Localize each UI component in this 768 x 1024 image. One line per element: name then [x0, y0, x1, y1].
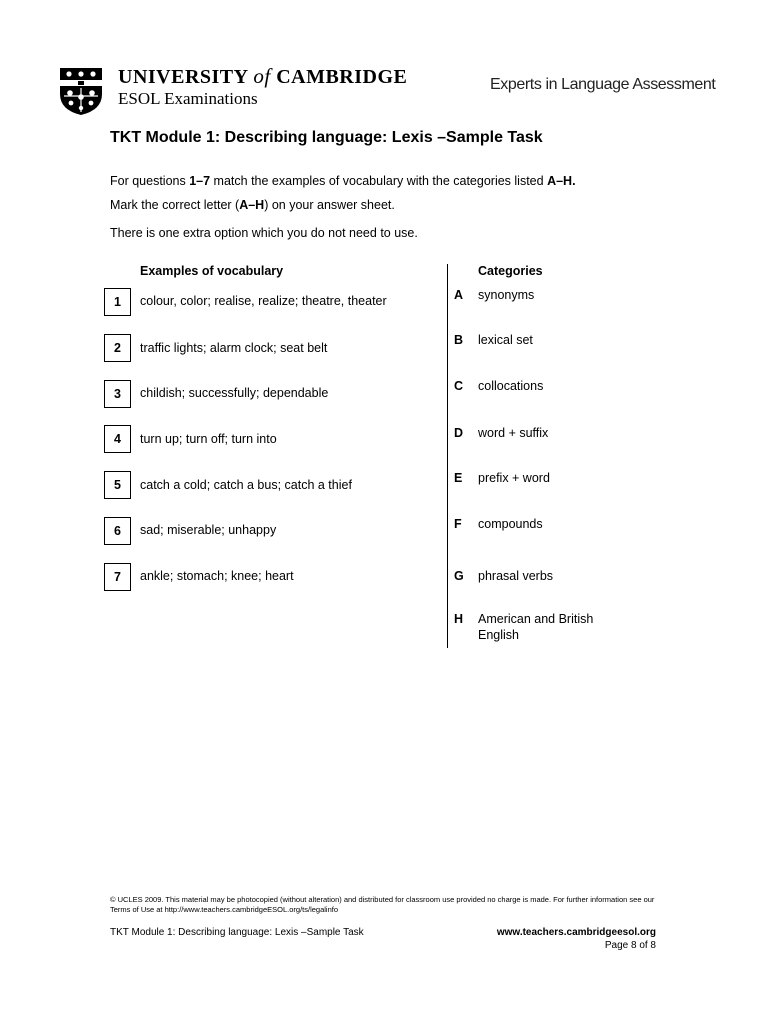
category-text: synonyms [478, 288, 535, 302]
question-number-box[interactable]: 4 [104, 425, 131, 453]
category-letter: F [454, 517, 462, 531]
instruction-line-2: Mark the correct letter (A–H) on your answer sheet. [110, 198, 395, 212]
category-text: collocations [478, 379, 544, 393]
category-letter: A [454, 288, 464, 302]
category-text: phrasal verbs [478, 569, 554, 583]
category-text: American and British English [478, 612, 594, 642]
question-number-box[interactable]: 1 [104, 288, 131, 316]
category-text: lexical set [478, 333, 533, 347]
categories-header: Categories [478, 264, 543, 278]
category-letter: C [454, 379, 464, 393]
question-number-box[interactable]: 2 [104, 334, 131, 362]
category-text: word + suffix [478, 426, 549, 440]
question-text: sad; miserable; unhappy [140, 523, 277, 537]
tagline: Experts in Language Assessment [490, 76, 716, 93]
page-number: Page 8 of 8 [604, 940, 656, 951]
column-divider [447, 264, 448, 648]
question-number-box[interactable]: 7 [104, 563, 131, 591]
category-letter: G [454, 569, 464, 583]
footer-doc-title: TKT Module 1: Describing language: Lexis –Sample Task [110, 927, 364, 938]
question-number-box[interactable]: 5 [104, 471, 131, 499]
university-shield-logo [58, 66, 104, 116]
category-text: compounds [478, 517, 543, 531]
question-text: ankle; stomach; knee; heart [140, 569, 294, 583]
category-letter: H [454, 612, 464, 626]
question-text: traffic lights; alarm clock; seat belt [140, 341, 328, 355]
university-name: UNIVERSITY of CAMBRIDGE [118, 64, 408, 88]
question-number-box[interactable]: 3 [104, 380, 131, 408]
question-number-box[interactable]: 6 [104, 517, 131, 545]
examples-header: Examples of vocabulary [140, 264, 284, 278]
question-text: turn up; turn off; turn into [140, 432, 277, 446]
category-letter: D [454, 426, 464, 440]
instruction-line-1: For questions 1–7 match the examples of vocabulary with the categories listed A–H. [110, 174, 576, 188]
page-title: TKT Module 1: Describing language: Lexis –Sample Task [110, 129, 543, 146]
question-text: childish; successfully; dependable [140, 386, 329, 400]
instruction-line-3: There is one extra option which you do not need to use. [110, 226, 418, 240]
question-text: catch a cold; catch a bus; catch a thief [140, 478, 352, 492]
question-text: colour, color; realise, realize; theatre, theater [140, 294, 387, 308]
category-letter: B [454, 333, 464, 347]
esol-examinations: ESOL Examinations [118, 89, 258, 108]
copyright-notice: © UCLES 2009. This material may be photocopied (without alteration) and distributed for classroom use provided no charge is made. For further information see our Terms of Use at http://www.teachers.cambridgeESOL.org/ts/legalinfo [110, 895, 655, 914]
footer-url[interactable]: www.teachers.cambridgeesol.org [496, 927, 656, 938]
category-text: prefix + word [478, 471, 550, 485]
category-letter: E [454, 471, 463, 485]
